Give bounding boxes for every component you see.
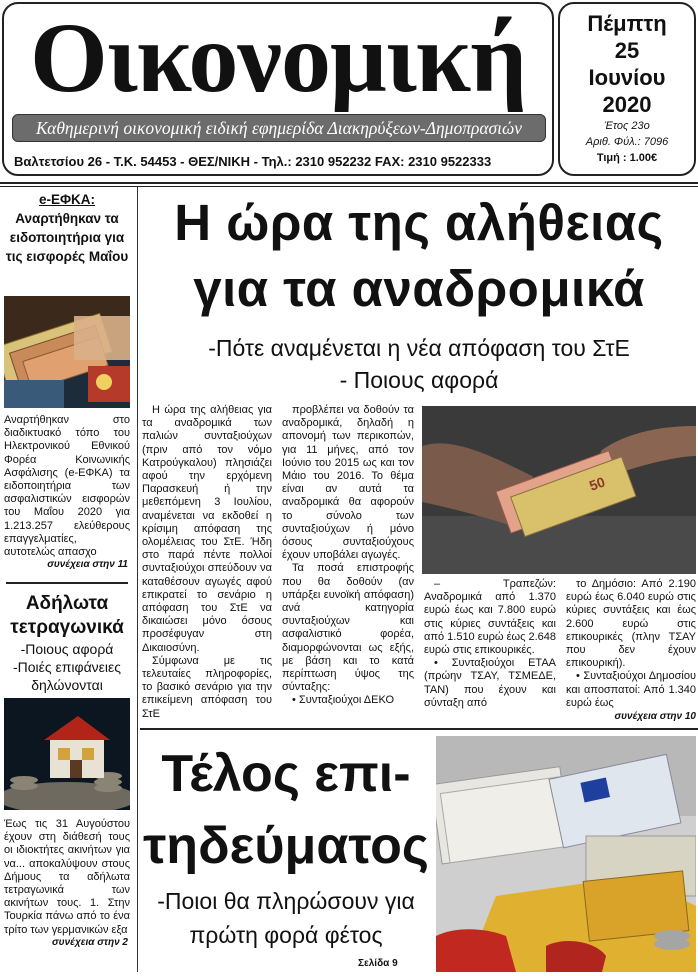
euro-notes-photo xyxy=(4,296,130,408)
tagline-strip: Καθημερινή οικονομική ειδική εφημερίδα Διακηρύξεων-Δημοπρασιών xyxy=(12,114,546,142)
date-year: 2020 xyxy=(602,92,652,117)
date-day: Πέμπτη xyxy=(587,11,667,36)
sidebar-story-sqm xyxy=(0,592,134,694)
house-photo xyxy=(4,698,130,810)
second-subheadline: -Ποιοι θα πληρώσουν για πρώτη φορά φέτος xyxy=(157,888,415,948)
tax-money-photo xyxy=(436,736,696,972)
masthead xyxy=(2,2,554,176)
main-story-continued: συνέχεια στην 10 xyxy=(614,711,696,723)
story-divider xyxy=(140,728,698,730)
main-headline: Η ώρα της αλήθειας για τα αναδρομικά xyxy=(174,194,664,317)
sidebar-story-efka-body: Αναρτήθηκαν στο διαδικτυακό τόπο του Ηλεκτρονικού Εθνικού Φορέα Κοινωνικής Ασφάλισης (e-ΕΦΚΑ) τα ειδοποιητήρια των ασφαλιστικών εισφορών του Μαΐου 2020 για 1.213.257 ελεύθερους επαγγελματίες, αυτοτελώς απασχο συνέχεια στην 11 xyxy=(0,414,134,570)
svg-text:50: 50 xyxy=(587,473,608,494)
main-story-column-2: προβλέπει να δοθούν τα αναδρομικά, δηλαδή η απονομή των περικοπών, για 11 μήνες, από τον Ιούνιο του 2015 ως και τον Μάιο του 2016. Το θέμα είναι αν αυτά τα αναδρομικά θα αφορούν το σύνολο των συνταξιούχων ή μόνο όσους συνταξιούχους έχουν υποβάλει αγωγές. Τα ποσά επιστροφής που θα δοθούν (αν υπάρξει ευνοϊκή απόφαση) ανά κατηγορία συνταξιούχων και ασφαλιστικό φορέα, διαμορφώνονται ως εξής, με βάση και το κατά περίπτωση ύψος της σύνταξης: • Συνταξιούχοι ΔΕΚΟ xyxy=(282,404,414,707)
money-hands-photo xyxy=(422,406,696,574)
sidebar-story-sqm-headline: Αδήλωτα τετραγωνικά xyxy=(10,593,124,638)
date-number: 25 xyxy=(614,38,640,63)
sidebar-story-sqm-sub2: -Ποιές επιφάνειες δηλώνονται xyxy=(12,659,122,693)
volume-label: Έτος 23ο xyxy=(604,120,650,132)
masthead-divider xyxy=(0,182,698,187)
main-subheadline: -Πότε αναμένεται η νέα απόφαση του ΣτΕ - Ποιους αφορά xyxy=(208,335,630,393)
price-label: Τιμή : 1.00€ xyxy=(596,152,658,164)
sidebar-divider xyxy=(6,582,128,584)
page-reference: Σελίδα 9 xyxy=(358,958,398,969)
sidebar-story-efka-tag: e-ΕΦΚΑ: xyxy=(38,192,96,207)
sidebar-story-efka-continued: συνέχεια στην 11 xyxy=(47,559,128,571)
address-line: Βαλτετσίου 26 - Τ.Κ. 54453 - ΘΕΣ/ΝΙΚΗ - Τηλ.: 2310 952232 FAX: 2310 9522333 xyxy=(14,154,492,169)
column-divider xyxy=(137,187,138,972)
issue-number: Αριθ. Φύλ.: 7096 xyxy=(585,136,669,148)
sidebar-story-sqm-sub1: -Ποιους αφορά xyxy=(20,641,114,657)
sidebar-story-sqm-continued: συνέχεια στην 2 xyxy=(52,936,128,948)
main-story-column-3: – Τραπεζών: Αναδρομικά από 1.370 ευρώ έως και 7.800 ευρώ στις κύριες συντάξεις και από 1.510 ευρώ έως 2.648 ευρώ στις επικουρικές. • Συνταξιούχοι ΕΤΑΑ (πρώην ΤΣΑΥ, ΤΣΜΕΔΕ, ΤΑΝ) που έχουν και σύνταξη από xyxy=(424,578,556,709)
newspaper-title: Οικονομική xyxy=(29,2,527,113)
main-story-column-1: Η ώρα της αλήθειας για τα αναδρομικά των παλιών συνταξιούχων (πριν από τον νόμο Κατρούγκαλου) πλησιάζει αφού την ερχόμενη Παρασκευή ή την μεθεπόμενη 3 Ιουλίου, αναμένεται να εκδοθεί η κρίσιμη απόφαση της ολομέλειας του ΣτΕ. Ήδη στο παρά πέντε πολλοί συνταξιούχοι σπεύδουν να καταθέσουν αγωγές αφού επικρατεί το σενάριο η απόφαση του ΣτΕ να δικαιώσει μόνο όσους προσέφυγαν στη Δικαιοσύνη. Σύμφωνα με τις τελευταίες πληροφορίες, το βασικό σενάριο για την επικείμενη απόφαση του ΣτΕ xyxy=(142,404,272,720)
sidebar-story-sqm-body: Έως τις 31 Αυγούστου έχουν στη διάθεσή τους οι ιδιοκτήτες ακινήτων για να... αποκαλύψουν στους Δήμους τα αδήλωτα τετραγωνικά των ακινήτων τους. 1. Στην Τουρκία πάνω από το ένα τρίτο των γερμανικών εξα συνέχεια στην 2 xyxy=(0,818,134,948)
date-box xyxy=(558,2,696,176)
sidebar-story-efka-headline: Αναρτήθηκαν τα ειδοποιητήρια για τις εισφορές Μαΐου xyxy=(5,211,129,264)
main-story-column-4: το Δημόσιο: Από 2.190 ευρώ έως 6.040 ευρώ στις κύριες συντάξεις και έως 2.600 ευρώ στις επικουρικές (πλην ΤΣΑΥ που δεν έχουν επικουρική). • Συνταξιούχοι Δημοσίου και αποσπατοί: Από 1.340 ευρώ έως συνέχεια στην 10 xyxy=(566,578,696,723)
date-month: Ιουνίου xyxy=(588,65,666,90)
second-headline: Τέλος επι- τηδεύματος xyxy=(143,745,429,875)
sidebar-story-efka xyxy=(0,190,134,266)
